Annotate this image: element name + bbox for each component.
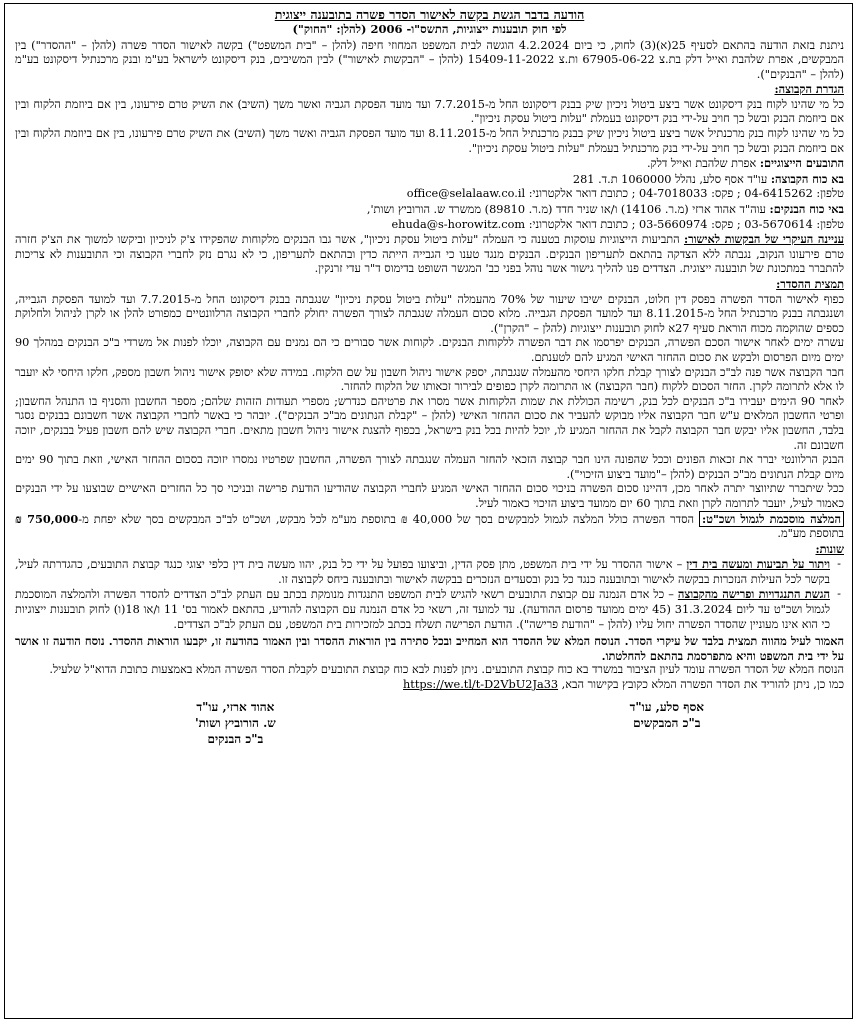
fees-paragraph	[15, 512, 844, 542]
settlement-p5: הבנק הרלוונטי יברר את זכאות הפונים וככל שהפונה הינו חבר קבוצה הזכאי להחזר העמלה שנגבתה לצורך הפשרה, החשבון שפרטיו נמסרו יזוכה בסכום ההחזר האישי, וזאת בתוך 90 ימים מיום קבלת הנתונים מב"כ הבנקים (להלן –"מועד ביצוע הזיכוי").	[15, 453, 844, 481]
group-definition-heading: הגדרת הקבוצה:	[774, 82, 844, 97]
closing-p2	[15, 678, 844, 693]
intro-paragraph: ניתנת בזאת הודעה בהתאם לסעיף 25(א)(3) לחוק, כי ביום 4.2.2024 הוגשה לבית המשפט המחוזי חיפה (להלן – "בית המשפט") בקשה לאישור הסדר פשרה (להלן – "ההסדר") בין המבקשים, אפרת שלהבת ואייל דלק בת.צ 67905-06-22 ות.צ 15409-11-2022 (להלן – "הבקשות לאישור") לבין המשיבים, בנק דיסקונט לישראל בע"מ ובנק מרכנתיל דיסקונט בע"מ (להלן – "הבנקים").	[15, 38, 844, 81]
signature-right-line-2: ב"כ המבקשים	[633, 715, 701, 730]
bank-counsel-text: עוה"ד אהוד ארזי (מ.ר. 14106) ו/או שניר חדד (מ.ר. 89810) ממשרד ש. הורוביץ ושות',	[366, 203, 766, 217]
plaintiffs-line	[15, 156, 844, 172]
settlement-p1: כפוף לאישור הסדר הפשרה בפסק דין חלוט, הבנקים ישיבו שיעור של 70% מהעמלה "עלות ביטול עסקת ניכיון" שנגבתה בבנק דיסקונט החל מ-7.7.2015 ועד למועד הפסקת הגבייה, ושנגבתה בבנק מרכנתיל החל מ-8.11.2015 ועד למועד הפסקת הגבייה. מלוא סכום העמלה שנגבתה לצורך הפשרה יחולק לחברי הקבוצה הרלוונטיים כמפורט להלן או לקרן לניהול ולחלוקת כספים שהוקמה מכוח הוראת סעיף 27א לחוק תובענות ייצוגיות (להלן – "הקרן").	[15, 292, 845, 335]
notice-frame	[4, 3, 853, 1019]
signature-left-line-1: אהוד ארזי, עו"ד	[196, 699, 275, 714]
bank-counsel-contact	[15, 218, 844, 233]
bank-counsel-email[interactable]: ehuda@s-horowitz.com	[391, 217, 526, 231]
bank-counsel-label: באי כוח הבנקים:	[769, 202, 844, 217]
closing-p1: הנוסח המלא של הסדר הפשרה עומד לעיון הציבור במשרד בא כוח קבוצת התובעים. ניתן לפנות לבא כוח קבוצת התובעים לקבלת הסדר הפשרה המלא באמצעות כתובת הדוא"ל שלעיל.	[49, 663, 844, 677]
bank-counsel-line	[15, 202, 844, 218]
misc-item-waiver	[15, 557, 830, 587]
settlement-p4: לאחר 90 הימים יעבירו ב"כ הבנקים לכל בנק, רשימה הכוללת את שמות הלקוחות אשר מסרו את פרטיהם כנדרש; מספרי תעודות הזהות שלהם; מספר החשבון והסניף בו התנהל החשבון; ופרטי החשבון המלאים ע"ש חבר הקבוצה אליו מבוקש להעביר את סכום ההחזר האישי (להלן – "קבלת הנתונים מב"כ הבנקים"). יובהר כי באשר לחברי הקבוצה אשר חשבונם בבנקים נסגר בלבד, החשבון אליו יבקש חבר הקבוצה לקבל את ההחזר המגיע לו, יוכל להיות בכל בנק בישראל, בכפוף להצגת אישור ניהול חשבון מתאים. חברי הקבוצה שיש להם חשבון פעיל בבנקים, יזוכה חשבונם זה.	[15, 394, 844, 452]
closing-p2-text: כמו כן, ניתן להוריד את הסדר הפשרה המלא כקובץ בקישור הבא,	[561, 678, 844, 692]
claims-label: עניינה העיקרי של הבקשות לאישור:	[683, 232, 845, 247]
settlement-p3: חבר הקבוצה אשר פנה לב"כ הבנקים לצורך קבלת חלקו היחסי מהעמלה שנגבתה, יספק אישור ניהול חשבון על שם הלקוח. במידה שלא יסופק אישור ניהול חשבון מספק, חלקו היחסי לא יועבר לו אלא לתרומה לקרן. החזר הסכום ללקוח (חבר הקבוצה) או התרומה לקרן כפופים לבירור זכאותו של הלקוח להחזר.	[15, 365, 844, 394]
claims-text: התביעות הייצוגיות עוסקות בטענה כי העמלה "עלות ביטול עסקת ניכיון", אשר גבו הבנקים מלקוחות שהפקידו צ'ק לניכיון וביקשו למשוך את הצ'ק חזרה טרם פירעונו הנקוב, נגבתה ללא הצדקה בהתאם לתעריפון הבנקים. הבנקים מנגד טענו כי הגבייה הייתה כדין ובהתאם לתעריפון, כי לא נגרם נזק לחברי הקבוצה וכי התובענות לא צריכות להתברר במתכונת של תובענה ייצוגית. הצדדים פנו להליך גישור אשר נוהל בפני כב' המגשר השופט בדימוס ד"ר עדי זרנקין.	[15, 233, 844, 276]
misc-item-objections-text: – כל אדם הנמנה עם קבוצת התובעים רשאי להגיש לבית המשפט התנגדות מנומקת בכתב עם העתק לב"כ הצדדים להסדר הפשרה ולהמלצה המוסכמת לגמול ושכ"ט עד ליום 31.3.2024 (45 ימים ממועד פרסום ההודעה). עד למועד זה, רשאי כל אדם הנמנה עם הקבוצה להודיע, בהתאם לאמור בס' 11 ו/או 18(ו) לחוק תובענות ייצוגיות כי הוא אינו מעוניין שהסדר הפשרה יחול עליו (להלן – "הודעת פרישה"). הודעת הפרישה תשלח בכתב למזכירות בית המשפט, עם העתק לב"כ הצדדים.	[15, 588, 830, 631]
group-definition-p1: כל מי שהינו לקוח בנק דיסקונט אשר ביצע ביטול ניכיון שיק בבנק דיסקונט החל מ-7.7.2015 ועד מועד הפסקת הגביה ואשר משך (השיב) את השיק טרם פירעונו, בין אם ביוזמת הלקוח ובין אם ביוזמת הבנק ובשל כך חויב על-ידי בנק דיסקונט בעמלת "עלות ביטול עסקת ניכיון".	[15, 97, 844, 126]
settlement-p6: ככל שיתברר שתיווצר יתרה לאחר מכן, דהיינו סכום הפשרה בניכוי סכום ההחזר האישי המגיע לחברי הקבוצה שהודיעו הודעת פרישה ובניכוי סך כל החזרים האישיים שבוצעו על ידי הבנקים כאמור לעיל, יועבר לתרומה לקרן וזאת בתוך 60 יום ממועד ביצוע הזיכוי כאמור לעיל.	[15, 482, 844, 510]
signature-bank-counsel	[195, 699, 276, 747]
signatures	[15, 693, 844, 747]
misc-item-objections-label: הגשת התנגדויות ופרישה מהקבוצה	[677, 587, 830, 602]
settlement-heading: תמצית ההסדר:	[776, 277, 844, 291]
fees-amount: 750,000 ₪	[15, 511, 79, 526]
signature-left-line-3: ב"כ הבנקים	[207, 731, 264, 746]
plaintiffs-text: אפרת שלהבת ואייל דלק.	[646, 157, 757, 171]
signature-plaintiffs-counsel	[630, 699, 704, 747]
group-counsel-phone: טלפון: 04-6415262 ; פקס: 04-7018033 ; כתובת דואר אלקטרוני:	[528, 187, 844, 201]
settlement-p2: עשרה ימים לאחר אישור הסכם הפשרה, הבנקים יפרסמו את דבר הפשרה ללקוחות הבנקים. לקוחות אשר סבורים כי הם נמנים עם הקבוצה, יוכלו לפנות אל משרדי ב"כ הבנקים במהלך 90 ימים מיום הפרסום ולבקש את סכום ההחזר האישי המגיע להם לטענתם.	[15, 336, 844, 364]
group-counsel-line	[15, 172, 844, 188]
misc-item-waiver-text: – אישור ההסדר על ידי בית המשפט, מתן פסק הדין, וביצועו בפועל על ידי כל בנק, יהוו מעשה בית דין כלפי יצוגי כנגד קבוצת התובעים, כהגדרתה לעיל, בקשר לכל העילות הנזכרות בבקשה לאישור ובתובענה כנגד כל בנק ובסעדים הנזכרים בבקשה לאישור ובתובענה ביחס לקבוצה זו.	[15, 558, 830, 586]
signature-right-line-1: אסף סלע, עו"ד	[629, 699, 704, 714]
misc-item-objections	[15, 587, 830, 632]
misc-list	[15, 557, 844, 632]
plaintiffs-label: התובעים הייצוגיים:	[759, 156, 844, 171]
fees-suffix: בתוספת מע"מ.	[777, 527, 844, 541]
bank-counsel-phone: טלפון: 03-5670614 ; פקס: 03-5660974 ; כתובת דואר אלקטרוני:	[528, 217, 844, 231]
misc-heading: שונות:	[815, 541, 844, 556]
notice-subtitle: לפי חוק תובענות ייצוגיות, התשס"ו- 2006 (להלן: "החוק")	[292, 22, 567, 36]
fees-label: המלצה מוסכמת לגמול ושכ"ט:	[699, 511, 844, 527]
claims-paragraph	[15, 232, 844, 277]
group-counsel-text: עו"ד אסף סלע, נהלל 1060000 ת.ד. 281	[572, 172, 768, 186]
group-counsel-email[interactable]: office@selalaaw.co.il	[406, 187, 526, 201]
misc-item-waiver-label: ויתור על תביעות ומעשה בית דין	[686, 557, 830, 572]
download-link[interactable]: https://we.tl/t-D2VbU2Ja33	[403, 678, 559, 692]
group-counsel-contact	[15, 187, 844, 202]
signature-left-line-2: ש. הורוביץ ושות'	[195, 715, 276, 730]
group-counsel-label: בא כוח הקבוצה:	[770, 171, 844, 186]
closing-bold-paragraph: האמור לעיל מהווה תמצית בלבד של עיקרי הסדר. הנוסח המלא של ההסדר הוא המחייב ובכל סתירה בין הוראות ההסדר ובין האמור בהודעה זו, יקבעו הוראות ההסדר. נוסח הודעה זו אושר על ידי בית המשפט והיא מתפרסמת בהתאם להחלטתו.	[15, 634, 844, 663]
fees-text: הסדר הפשרה כולל המלצה לגמול למבקשים בסך של 40,000 ₪ בתוספת מע"מ לכל מבקש, ושכ"ט לב"כ המבקשים בסך שלא יפחת מ-	[78, 512, 695, 526]
notice-title: הודעה בדבר הגשת בקשה לאישור הסדר פשרה בתובענה ייצוגית	[274, 7, 585, 22]
group-definition-p2: כל מי שהינו לקוח בנק מרכנתיל אשר ביצע ביטול ניכיון שיק בבנק מרכנתיל החל מ-8.11.2015 ועד מועד הפסקת הגביה ואשר משך (השיב) את השיק טרם פירעונו, בין אם ביוזמת הלקוח ובין אם ביוזמת הבנק ובשל כך חויב על-ידי בנק מרכנתיל בעמלת "עלות ביטול עסקת ניכיון".	[15, 127, 844, 155]
